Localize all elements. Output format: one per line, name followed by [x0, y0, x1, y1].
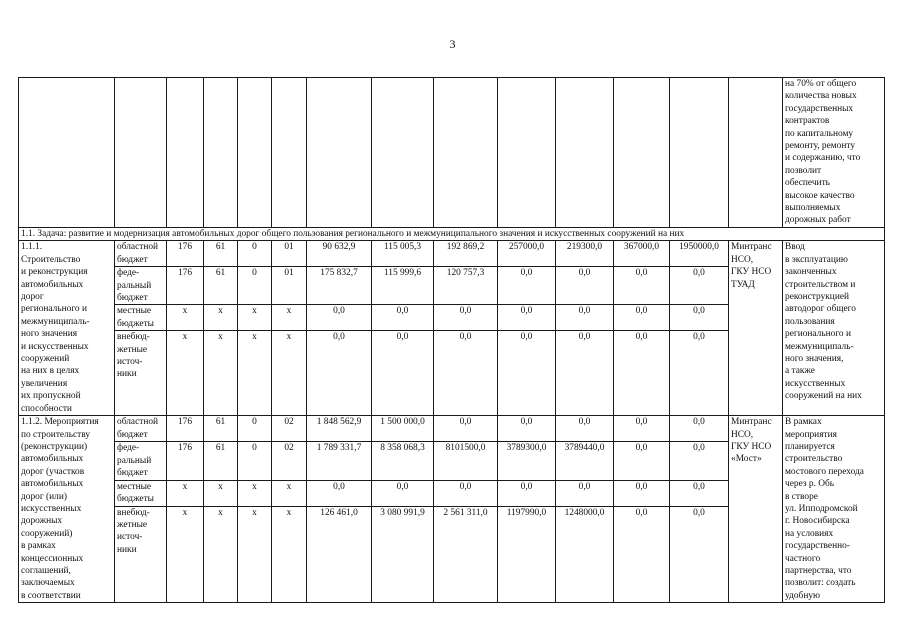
- funding-amount: 0,0: [498, 267, 556, 305]
- empty-cell: [729, 78, 783, 228]
- funding-amount: 115 999,6: [372, 267, 434, 305]
- page-number: 3: [449, 37, 456, 51]
- budget-code: 02: [272, 442, 307, 480]
- funding-amount: 8101500,0: [434, 442, 498, 480]
- funding-amount: 192 869,2: [434, 241, 498, 267]
- expected-result-continuation: на 70% от общего количества новых государственных контрактов по капитальному ремонту, ремонту и содержанию, что позволит обеспечить высокое качество выполняемых дорожных работ: [783, 78, 885, 228]
- budget-code: x: [238, 305, 272, 331]
- funding-amount: 1 789 331,7: [307, 442, 372, 480]
- budget-code: x: [272, 506, 307, 603]
- budget-code: x: [238, 506, 272, 603]
- empty-cell: [307, 78, 372, 228]
- funding-amount: 367000,0: [614, 241, 670, 267]
- funding-amount: 0,0: [498, 305, 556, 331]
- funding-source: областной бюджет: [115, 241, 167, 267]
- funding-amount: 1950000,0: [670, 241, 729, 267]
- funding-amount: 0,0: [498, 331, 556, 416]
- funding-amount: 0,0: [434, 305, 498, 331]
- funding-amount: 115 005,3: [372, 241, 434, 267]
- budget-code: x: [204, 506, 238, 603]
- budget-code: 61: [204, 416, 238, 442]
- budget-code: x: [167, 480, 204, 506]
- empty-cell: [19, 78, 115, 228]
- continuation-row: [19, 78, 885, 228]
- empty-cell: [670, 78, 729, 228]
- funding-amount: 0,0: [498, 480, 556, 506]
- funding-source: областной бюджет: [115, 416, 167, 442]
- budget-code: 176: [167, 241, 204, 267]
- budget-code: 176: [167, 442, 204, 480]
- expected-result: Ввод в эксплуатацию законченных строительством и реконструкцией автодорог общего пользования регионального и межмуниципаль- ного значения, а также искусственных сооружений на них: [783, 241, 885, 416]
- funding-amount: 0,0: [556, 331, 614, 416]
- budget-code: x: [167, 305, 204, 331]
- funding-amount: 2 561 311,0: [434, 506, 498, 603]
- funding-amount: 0,0: [307, 480, 372, 506]
- empty-cell: [498, 78, 556, 228]
- funding-amount: 1248000,0: [556, 506, 614, 603]
- budget-code: 0: [238, 442, 272, 480]
- task-section-title: 1.1. Задача: развитие и модернизация автомобильных дорог общего пользования регионального и межмуниципального значения и искусственных сооружений на них: [19, 227, 885, 240]
- funding-amount: 0,0: [307, 331, 372, 416]
- funding-source: местные бюджеты: [115, 305, 167, 331]
- budget-code: x: [204, 480, 238, 506]
- funding-amount: 0,0: [372, 480, 434, 506]
- budget-code: x: [204, 305, 238, 331]
- empty-cell: [614, 78, 670, 228]
- funding-amount: 0,0: [556, 480, 614, 506]
- funding-amount: 0,0: [614, 506, 670, 603]
- funding-amount: 0,0: [307, 305, 372, 331]
- executor: Минтранс НСО, ГКУ НСО ТУАД: [729, 241, 783, 416]
- budget-code: 61: [204, 267, 238, 305]
- funding-amount: 0,0: [614, 442, 670, 480]
- funding-amount: 0,0: [372, 331, 434, 416]
- funding-amount: 175 832,7: [307, 267, 372, 305]
- budget-code: x: [167, 331, 204, 416]
- funding-amount: 0,0: [372, 305, 434, 331]
- budget-code: x: [204, 331, 238, 416]
- empty-cell: [556, 78, 614, 228]
- budget-code: x: [272, 305, 307, 331]
- funding-amount: 1197990,0: [498, 506, 556, 603]
- funding-amount: 0,0: [670, 267, 729, 305]
- measure-title: 1.1.1. Строительство и реконструкция автомобильных дорог регионального и межмуниципаль- ного значения и искусственных сооружений на них в целях увеличения их пропускной способности: [19, 241, 115, 416]
- empty-cell: [372, 78, 434, 228]
- empty-cell: [272, 78, 307, 228]
- empty-cell: [434, 78, 498, 228]
- funding-source: внебюд- жетные источ- ники: [115, 331, 167, 416]
- funding-amount: 0,0: [556, 267, 614, 305]
- budget-code: 01: [272, 241, 307, 267]
- budget-code: 61: [204, 241, 238, 267]
- budget-code: x: [272, 480, 307, 506]
- funding-amount: 1 848 562,9: [307, 416, 372, 442]
- funding-amount: 0,0: [614, 480, 670, 506]
- funding-source: местные бюджеты: [115, 480, 167, 506]
- funding-source: феде- ральный бюджет: [115, 442, 167, 480]
- expected-result: В рамках мероприятия планируется строительство мостового перехода через р. Обь в створе ул. Ипподромской г. Новосибирска на условиях государственно- частного партнерства, что позволит: создать удобную: [783, 416, 885, 603]
- funding-source: феде- ральный бюджет: [115, 267, 167, 305]
- empty-cell: [238, 78, 272, 228]
- budget-code: x: [167, 506, 204, 603]
- funding-amount: 3 080 991,9: [372, 506, 434, 603]
- measure-title: 1.1.2. Мероприятия по строительству (реконструкции) автомобильных дорог (участков автомобильных дорог (или) искусственных дорожных сооружений) в рамках концессионных соглашений, заключаемых в соответствии: [19, 416, 115, 603]
- funding-amount: 126 461,0: [307, 506, 372, 603]
- funding-row: [19, 241, 885, 267]
- funding-amount: 0,0: [556, 416, 614, 442]
- budget-code: 176: [167, 267, 204, 305]
- funding-amount: 90 632,9: [307, 241, 372, 267]
- funding-amount: 120 757,3: [434, 267, 498, 305]
- funding-amount: 3789440,0: [556, 442, 614, 480]
- funding-amount: 1 500 000,0: [372, 416, 434, 442]
- funding-amount: 0,0: [434, 480, 498, 506]
- funding-amount: 0,0: [498, 416, 556, 442]
- executor: Минтранс НСО, ГКУ НСО «Мост»: [729, 416, 783, 603]
- funding-amount: 3789300,0: [498, 442, 556, 480]
- funding-amount: 0,0: [670, 442, 729, 480]
- budget-code: 0: [238, 241, 272, 267]
- empty-cell: [204, 78, 238, 228]
- empty-cell: [115, 78, 167, 228]
- budget-code: x: [272, 331, 307, 416]
- funding-amount: 0,0: [434, 416, 498, 442]
- budget-code: 0: [238, 416, 272, 442]
- funding-amount: 219300,0: [556, 241, 614, 267]
- funding-amount: 8 358 068,3: [372, 442, 434, 480]
- empty-cell: [167, 78, 204, 228]
- funding-amount: 0,0: [614, 331, 670, 416]
- funding-amount: 0,0: [670, 331, 729, 416]
- funding-amount: 0,0: [614, 416, 670, 442]
- funding-amount: 0,0: [556, 305, 614, 331]
- budget-code: 0: [238, 267, 272, 305]
- budget-code: 61: [204, 442, 238, 480]
- funding-amount: 0,0: [434, 331, 498, 416]
- funding-amount: 0,0: [670, 506, 729, 603]
- funding-source: внебюд- жетные источ- ники: [115, 506, 167, 603]
- funding-amount: 0,0: [670, 305, 729, 331]
- task-section-row: [19, 227, 885, 240]
- budget-code: 176: [167, 416, 204, 442]
- budget-code: x: [238, 331, 272, 416]
- funding-amount: 0,0: [670, 480, 729, 506]
- funding-amount: 257000,0: [498, 241, 556, 267]
- funding-amount: 0,0: [614, 267, 670, 305]
- budget-code: x: [238, 480, 272, 506]
- funding-row: [19, 416, 885, 442]
- funding-amount: 0,0: [670, 416, 729, 442]
- program-measures-table: [18, 77, 885, 603]
- budget-code: 02: [272, 416, 307, 442]
- funding-amount: 0,0: [614, 305, 670, 331]
- budget-code: 01: [272, 267, 307, 305]
